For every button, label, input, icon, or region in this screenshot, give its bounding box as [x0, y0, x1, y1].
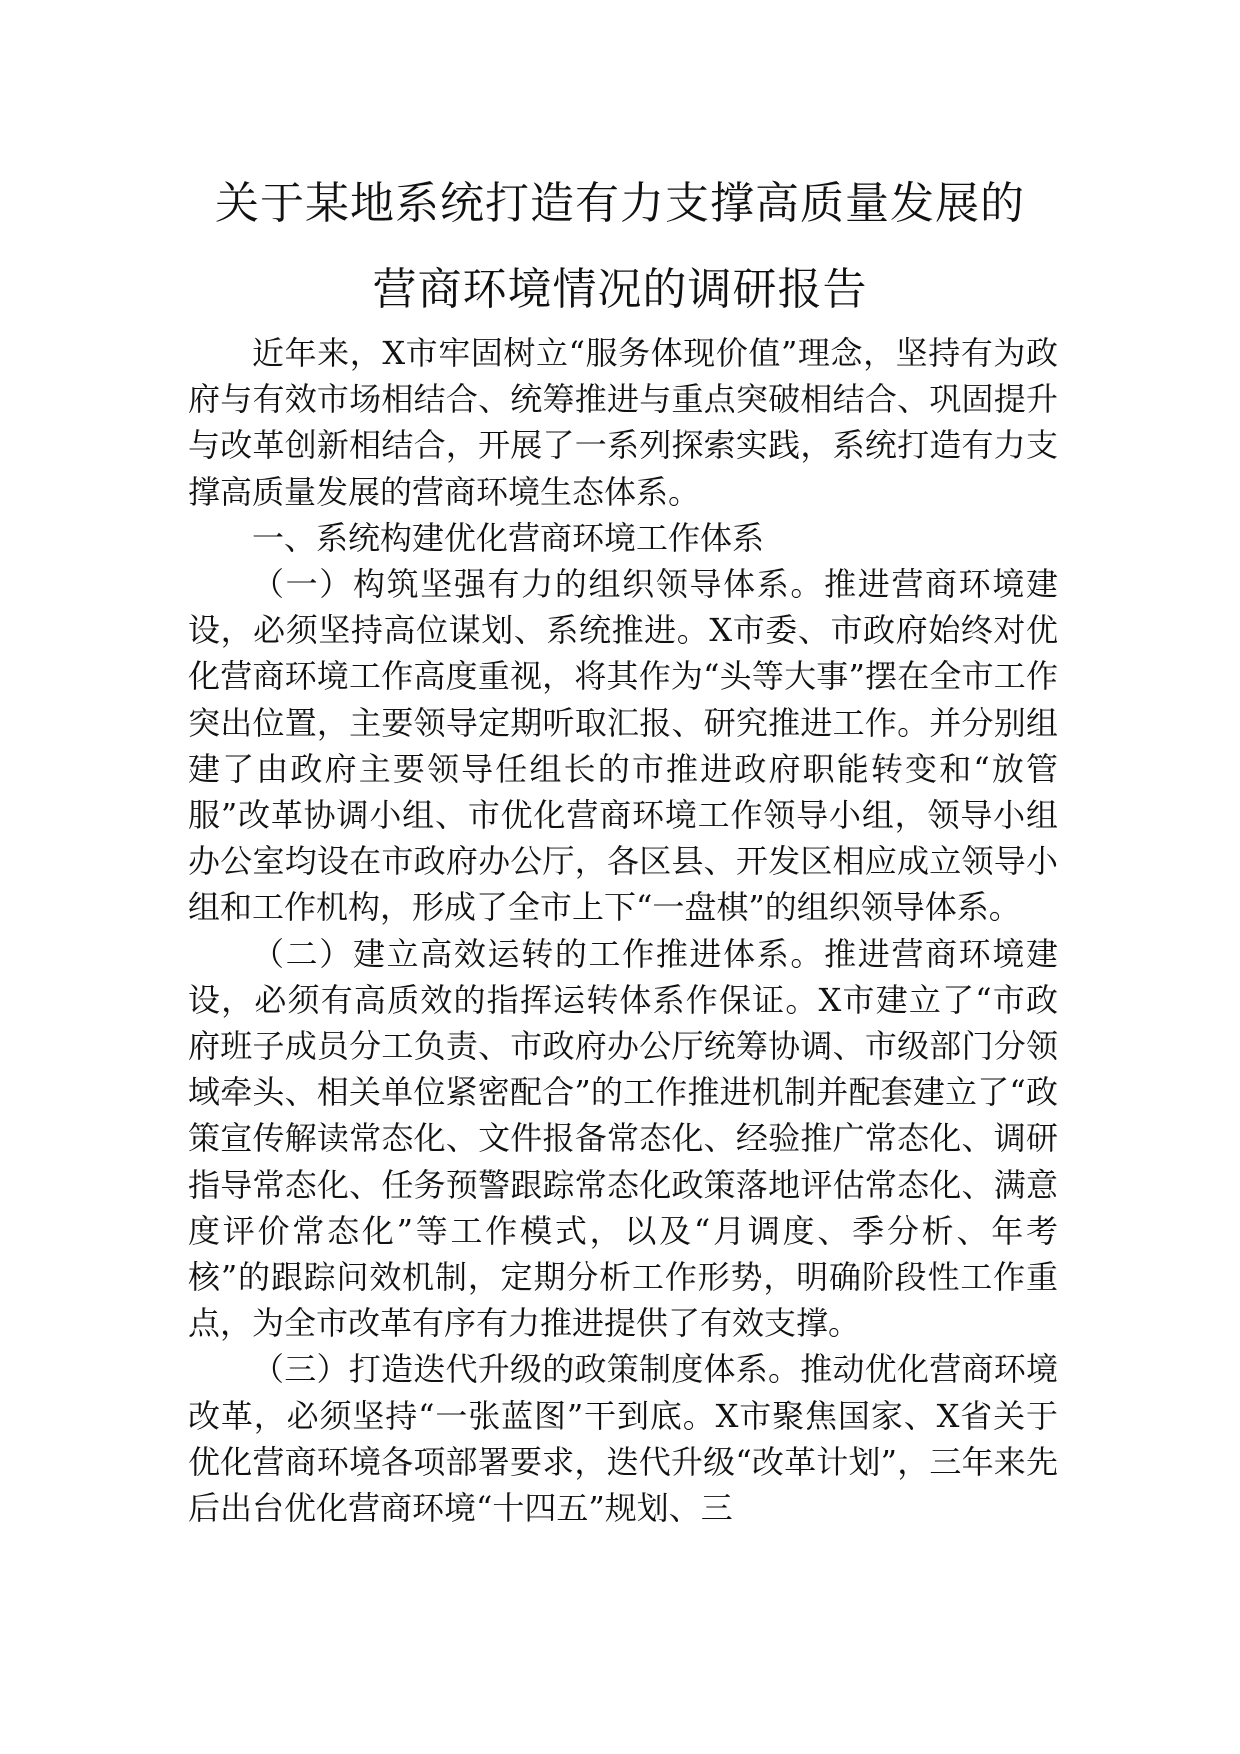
paragraph-intro: 近年来，X市牢固树立“服务体现价值”理念，坚持有为政府与有效市场相结合、统筹推进与重点突破相结合、巩固提升与改革创新相结合，开展了一系列探索实践，系统打造有力支撑高质量发展的营商环境生态体系。: [188, 334, 1058, 511]
document-title-line-1: 关于某地系统打造有力支撑高质量发展的: [215, 178, 1025, 229]
paragraph-subsection-1: （一）构筑坚强有力的组织领导体系。推进营商环境建设，必须坚持高位谋划、系统推进。X市委、市政府始终对优化营商环境工作高度重视，将其作为“头等大事”摆在全市工作突出位置，主要领导定期听取汇报、研究推进工作。并分别组建了由政府主要领导任组长的市推进政府职能转变和“放管服”改革协调小组、市优化营商环境工作领导小组，领导小组办公室均设在市政府办公厅，各区县、开发区相应成立领导小组和工作机构，形成了全市上下“一盘棋”的组织领导体系。: [188, 565, 1058, 927]
document-title-line-2: 营商环境情况的调研报告: [372, 264, 868, 315]
section-heading-1: 一、系统构建优化营商环境工作体系: [252, 518, 765, 557]
paragraph-subsection-2: （二）建立高效运转的工作推进体系。推进营商环境建设，必须有高质效的指挥运转体系作保证。X市建立了“市政府班子成员分工负责、市政府办公厅统筹协调、市级部门分领域牵头、相关单位紧密配合”的工作推进机制并配套建立了“政策宣传解读常态化、文件报备常态化、经验推广常态化、调研指导常态化、任务预警跟踪常态化政策落地评估常态化、满意度评价常态化”等工作模式，以及“月调度、季分析、年考核”的跟踪问效机制，定期分析工作形势，明确阶段性工作重点，为全市改革有序有力推进提供了有效支撑。: [188, 934, 1058, 1343]
document-body: [188, 330, 1058, 1531]
paragraph-subsection-3: （三）打造迭代升级的政策制度体系。推动优化营商环境改革，必须坚持“一张蓝图”干到底。X市聚焦国家、X省关于优化营商环境各项部署要求，迭代升级“改革计划”，三年来先后出台优化营商环境“十四五”规划、三: [188, 1350, 1058, 1528]
